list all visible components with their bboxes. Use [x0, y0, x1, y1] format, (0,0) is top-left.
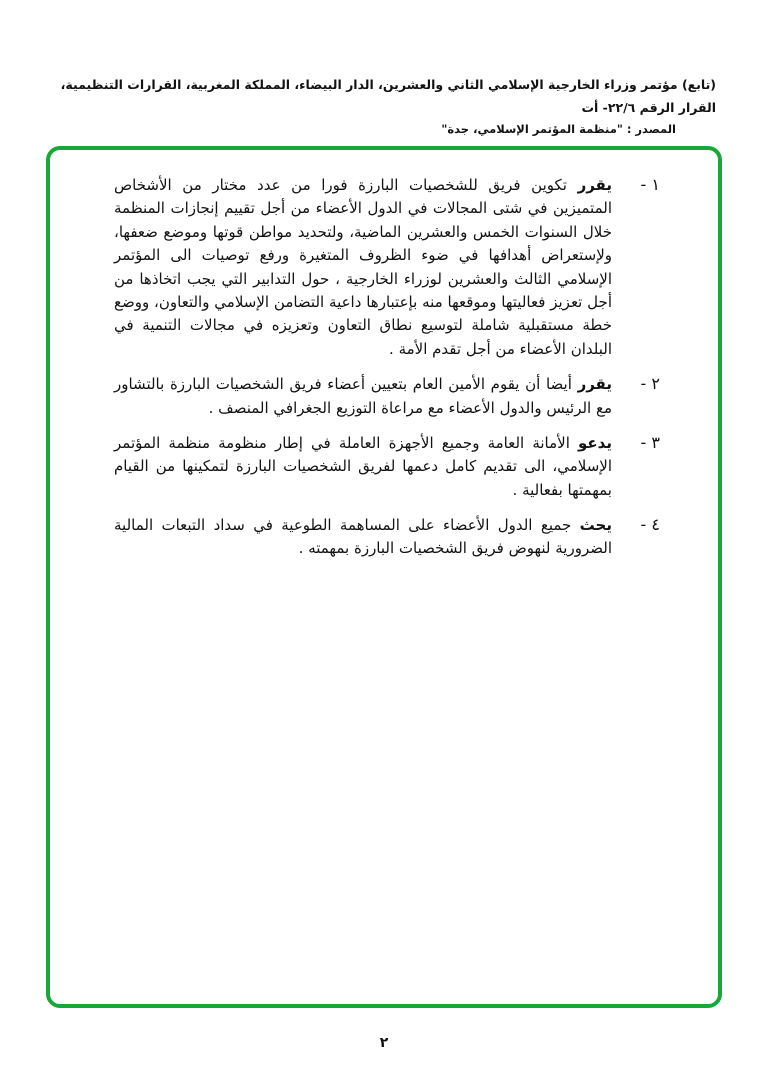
document-header	[38, 74, 716, 140]
item-number: ٢ -	[640, 374, 660, 394]
item-text	[114, 432, 612, 502]
header-line-1: (تابع) مؤتمر وزراء الخارجية الإسلامي الثاني والعشرين، الدار البيضاء، المملكة المغربية، القرارات التنظيمية، القرار الرقم ٢٢/٦- أت	[60, 77, 716, 115]
item-lead-word: يدعو	[578, 433, 612, 452]
item-body-text: الأمانة العامة وجميع الأجهزة العاملة في إطار منظومة منظمة المؤتمر الإسلامي، الى تقديم كامل دعمها لفريق الشخصيات البارزة لتمكينها من القيام بمهمتها بفعالية .	[114, 433, 612, 499]
list-item	[114, 373, 660, 420]
item-number: ١ -	[640, 175, 660, 194]
item-lead-word: يقرر	[577, 176, 612, 194]
item-body-text: جميع الدول الأعضاء على المساهمة الطوعية في سداد التبعات المالية الضرورية لنهوض فريق الشخصيات البارزة بمهمته .	[114, 516, 612, 558]
list-item	[114, 514, 660, 561]
resolution-border-box	[46, 146, 722, 1008]
item-number: ٣ -	[640, 432, 660, 452]
list-item	[114, 174, 660, 361]
header-line-2: المصدر : "منظمة المؤتمر الإسلامي، جدة"	[441, 122, 676, 136]
item-body-text: أيضا أن يقوم الأمين العام بتعيين أعضاء فريق الشخصيات البارزة بالتشاور مع الرئيس والدول الأعضاء مع مراعاة التوزيع الجغرافي المنصف .	[114, 375, 612, 417]
item-lead-word: يقرر	[577, 375, 612, 394]
item-text	[114, 514, 612, 561]
item-text	[114, 373, 612, 420]
resolution-content	[114, 174, 660, 573]
item-text	[114, 174, 612, 361]
item-number: ٤ -	[640, 515, 660, 535]
page-number: ٢	[379, 1035, 389, 1051]
list-item	[114, 432, 660, 502]
item-body-text: تكوين فريق للشخصيات البارزة فورا من عدد مختار من الأشخاص المتميزين في شتى المجالات في الدول الأعضاء من أجل تقييم إنجازات المنظمة خلال السنوات الخمس والعشرين الماضية، ولتحديد مواطن قوتها وموضع ضعفها، ولإستعراض أهدافها في ضوء الظروف المتغيرة ورفع توصيات الى المؤتمر الإسلامي الثالث والعشرين لوزراء الخارجية ، حول التدابير التي يجب اتخاذها من أجل تعزيز فعاليتها وموقعها منه بإعتبارها داعية التضامن الإسلامي والتعاون، ووضع خطة مستقبلية شاملة لتوسيع نطاق التعاون وتعزيزه في مجالات التنمية في البلدان الأعضاء من أجل تقدم الأمة .	[114, 176, 612, 358]
item-lead-word: يحث	[579, 516, 612, 535]
